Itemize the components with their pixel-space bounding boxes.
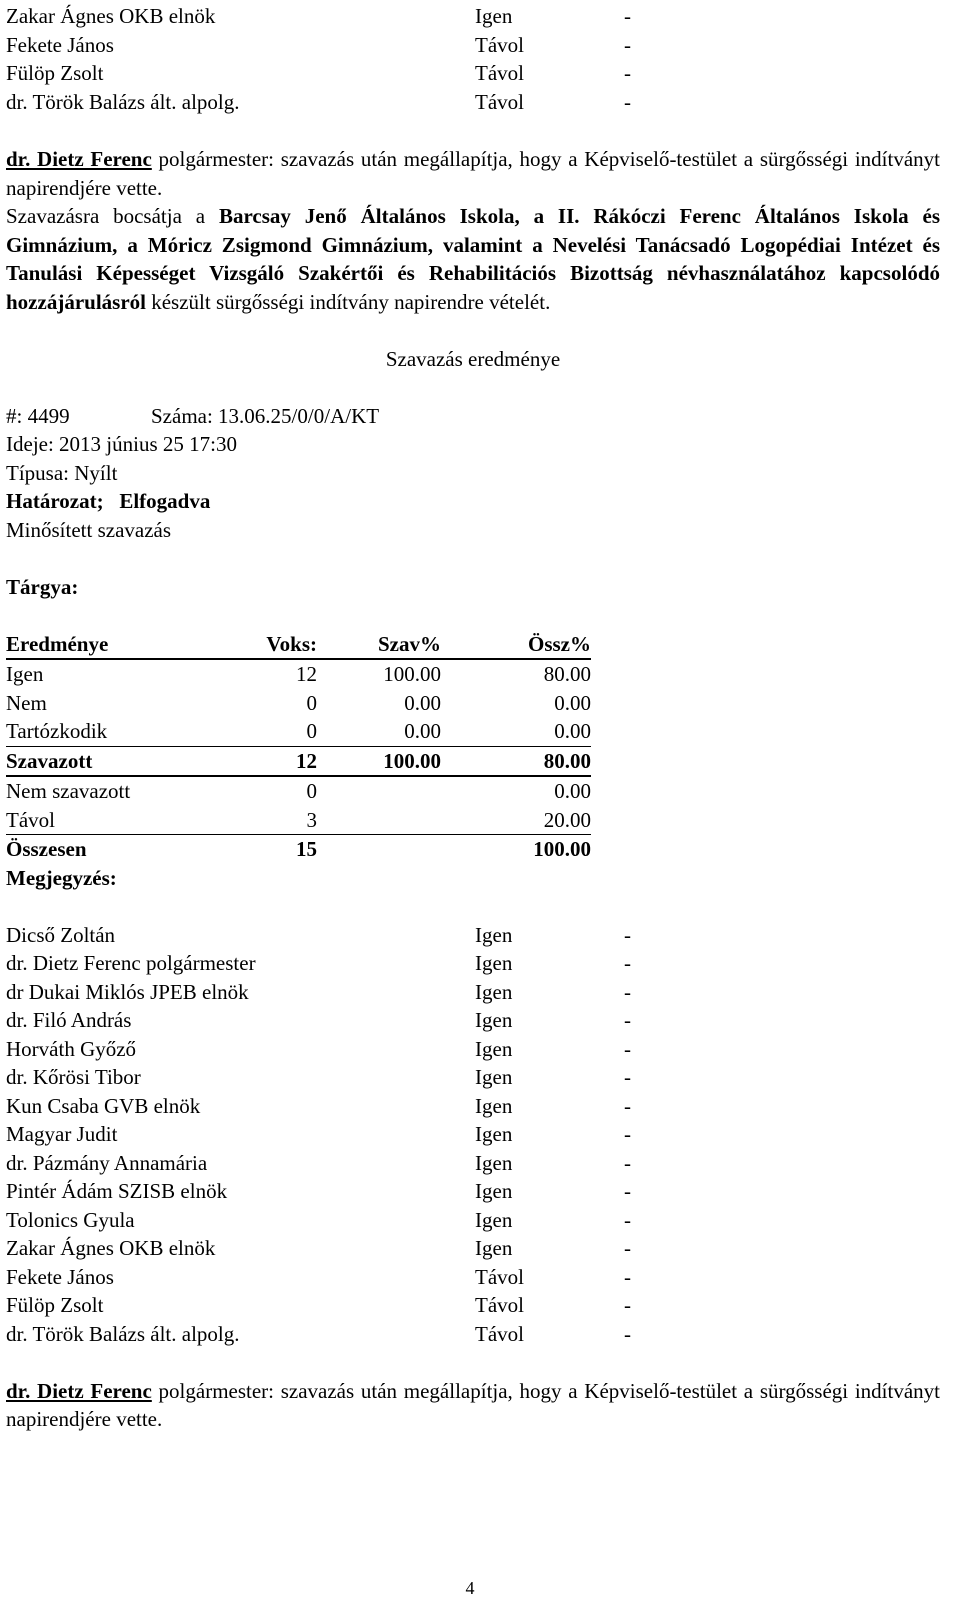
- vote-dash: -: [624, 1207, 631, 1232]
- row-label: Összesen: [6, 837, 87, 861]
- member-vote: Igen: [475, 951, 513, 975]
- member-name: dr. Dietz Ferenc polgármester: [6, 951, 256, 975]
- member-vote: Igen: [475, 1150, 513, 1175]
- motion-paragraph: [6, 202, 940, 316]
- table-row: [6, 806, 591, 835]
- member-vote: Távol: [475, 89, 524, 114]
- row-ossz: 80.00: [441, 746, 591, 776]
- speaker-name: dr. Dietz Ferenc: [6, 1378, 152, 1403]
- member-vote: Igen: [475, 1207, 513, 1232]
- document-page: [6, 2, 940, 1434]
- row-label: Nem: [6, 690, 47, 715]
- member-vote: Távol: [475, 1264, 524, 1289]
- decision-line: [6, 487, 940, 516]
- column-header: Össz%: [441, 630, 591, 660]
- table-header-row: [6, 630, 591, 660]
- vote-id: #: 4499: [6, 403, 70, 428]
- member-name: Magyar Judit: [6, 1122, 118, 1146]
- row-votes: 0: [306, 779, 317, 803]
- member-vote: Igen: [475, 1122, 513, 1146]
- vote-type: Típusa: Nyílt: [6, 460, 118, 485]
- row-label: Tartózkodik: [6, 717, 255, 746]
- member-vote: Igen: [475, 1093, 513, 1118]
- member-name: Pintér Ádám SZISB elnök: [6, 1179, 228, 1203]
- vote-row: [6, 1206, 940, 1235]
- member-name: Tolonics Gyula: [6, 1207, 135, 1232]
- vote-dash: -: [624, 1264, 631, 1289]
- vote-row: [6, 88, 940, 117]
- vote-row: [6, 1006, 940, 1035]
- member-vote: Távol: [475, 32, 524, 57]
- column-header: Eredménye: [6, 630, 255, 660]
- vote-row: [6, 1035, 940, 1064]
- member-vote: Igen: [475, 1179, 513, 1203]
- member-vote: Távol: [475, 1321, 524, 1346]
- vote-metadata: [6, 402, 940, 630]
- member-name: Fülöp Zsolt: [6, 1293, 104, 1317]
- vote-dash: -: [624, 1065, 631, 1089]
- vote-dash: -: [624, 1122, 631, 1146]
- vote-row: [6, 1263, 940, 1292]
- row-ossz: 100.00: [533, 837, 591, 861]
- member-name: dr. Pázmány Annamária: [6, 1150, 208, 1175]
- speaker-name: dr. Dietz Ferenc: [6, 147, 152, 171]
- member-vote: Igen: [475, 1065, 513, 1089]
- row-ossz: 0.00: [441, 717, 591, 746]
- member-name: dr. Török Balázs ált. alpolg.: [6, 1321, 240, 1346]
- vote-row: [6, 2, 940, 31]
- vote-row: [6, 978, 940, 1007]
- member-name: Zakar Ágnes OKB elnök: [6, 1236, 216, 1260]
- row-votes: 12: [296, 662, 317, 686]
- vote-row: [6, 949, 940, 978]
- vote-number: Száma: 13.06.25/0/0/A/KT: [151, 403, 380, 428]
- row-szav: 0.00: [317, 717, 441, 746]
- row-szav: 0.00: [404, 690, 441, 715]
- row-szav: [317, 776, 441, 806]
- column-header: Szav%: [317, 630, 441, 660]
- vote-dash: -: [624, 61, 631, 85]
- vote-row: [6, 1320, 940, 1349]
- vote-dash: -: [624, 1036, 631, 1061]
- member-vote: Igen: [475, 4, 513, 28]
- vote-dash: -: [624, 1293, 631, 1317]
- vote-row: [6, 59, 940, 88]
- row-votes: 12: [255, 746, 317, 776]
- table-row: [6, 689, 591, 718]
- vote-row: [6, 1234, 940, 1263]
- vote-row: [6, 1177, 940, 1206]
- table-row: [6, 835, 591, 864]
- statement-text: polgármester: szavazás után megállapítja, hogy a Képviselő-testület a sürgősségi indítványt napirendjére vette.: [6, 1378, 941, 1431]
- vote-dash: -: [624, 1008, 631, 1032]
- row-szav: [317, 835, 441, 864]
- table-row: [6, 746, 591, 776]
- vote-dash: -: [624, 922, 631, 947]
- result-table: [6, 630, 591, 864]
- member-name: Fekete János: [6, 32, 114, 57]
- column-header: Voks:: [255, 630, 317, 660]
- member-name: Kun Csaba GVB elnök: [6, 1093, 201, 1118]
- statement-text: polgármester: szavazás után megállapítja, hogy a Képviselő-testület a sürgősségi indítványt napirendjére vette.: [6, 147, 941, 200]
- motion-intro: Szavazásra bocsátja a: [6, 204, 206, 228]
- row-votes: 0: [255, 717, 317, 746]
- member-name: dr. Török Balázs ált. alpolg.: [6, 89, 240, 114]
- member-vote: Igen: [475, 922, 513, 947]
- decision-label: Határozat;: [6, 489, 104, 513]
- top-vote-list: [6, 2, 940, 116]
- member-name: Fekete János: [6, 1264, 114, 1289]
- vote-row: [6, 1063, 940, 1092]
- row-ossz: 20.00: [441, 806, 591, 835]
- row-label: Távol: [6, 806, 255, 835]
- row-ossz: 80.00: [543, 662, 591, 686]
- row-ossz: 0.00: [554, 690, 591, 715]
- vote-dash: -: [624, 4, 631, 28]
- member-name: Zakar Ágnes OKB elnök: [6, 4, 216, 28]
- decision-value: Elfogadva: [119, 489, 211, 513]
- member-vote: Igen: [475, 979, 513, 1004]
- motion-subject: Barcsay Jenő Általános Iskola, a II. Rákóczi Ferenc Általános Iskola és Gimnázium, a Móricz Zsigmond Gimnázium, valamint a Nevelési Tanácsadó Logopédiai Intézet és Tanulási Képességet Vizsgáló Szakértői és Rehabilitációs Bizottság névhasználatához kapcsolódó hozzájárulásról: [6, 204, 941, 314]
- member-vote: Igen: [475, 1036, 513, 1061]
- row-szav: 100.00: [383, 662, 441, 686]
- qualified-vote: Minősített szavazás: [6, 517, 172, 542]
- member-vote-list: [6, 921, 940, 1349]
- vote-dash: -: [624, 979, 631, 1004]
- vote-row: [6, 1149, 940, 1178]
- table-row: [6, 717, 591, 746]
- member-vote: Igen: [475, 1008, 513, 1032]
- vote-row: [6, 31, 940, 60]
- member-name: Dicső Zoltán: [6, 922, 116, 947]
- vote-row: [6, 921, 940, 950]
- row-label: Nem szavazott: [6, 779, 131, 803]
- vote-dash: -: [624, 89, 631, 114]
- mayor-statement: [6, 1377, 940, 1434]
- member-vote: Igen: [475, 1236, 513, 1260]
- row-ossz: 0.00: [554, 779, 591, 803]
- row-szav: 100.00: [317, 746, 441, 776]
- row-label: Igen: [6, 662, 44, 686]
- member-name: dr Dukai Miklós JPEB elnök: [6, 979, 249, 1004]
- table-row: [6, 659, 591, 689]
- member-name: Fülöp Zsolt: [6, 61, 104, 85]
- page-number: 4: [465, 1578, 475, 1598]
- vote-dash: -: [624, 32, 631, 57]
- vote-dash: -: [624, 951, 631, 975]
- vote-dash: -: [624, 1321, 631, 1346]
- vote-date: Ideje: 2013 június 25 17:30: [6, 432, 237, 456]
- member-name: dr. Kőrösi Tibor: [6, 1065, 141, 1089]
- vote-dash: -: [624, 1236, 631, 1260]
- table-row: [6, 776, 591, 806]
- result-title: Szavazás eredménye: [385, 346, 561, 371]
- subject-label: Tárgya:: [6, 574, 79, 599]
- row-votes: 3: [255, 806, 317, 835]
- member-vote: Távol: [475, 61, 524, 85]
- row-votes: 15: [296, 837, 317, 861]
- note-label: Megjegyzés:: [6, 865, 117, 890]
- member-vote: Távol: [475, 1293, 524, 1317]
- vote-dash: -: [624, 1093, 631, 1118]
- row-szav: [317, 806, 441, 835]
- vote-row: [6, 1092, 940, 1121]
- motion-tail: készült sürgősségi indítvány napirendre vételét.: [151, 289, 551, 314]
- vote-dash: -: [624, 1179, 631, 1203]
- row-votes: 0: [306, 690, 317, 715]
- mayor-statement: [6, 145, 940, 202]
- member-name: dr. Filó András: [6, 1008, 132, 1032]
- member-name: Horváth Győző: [6, 1036, 137, 1061]
- row-label: Szavazott: [6, 746, 255, 776]
- vote-row: [6, 1120, 940, 1149]
- vote-row: [6, 1291, 940, 1320]
- vote-dash: -: [624, 1150, 631, 1175]
